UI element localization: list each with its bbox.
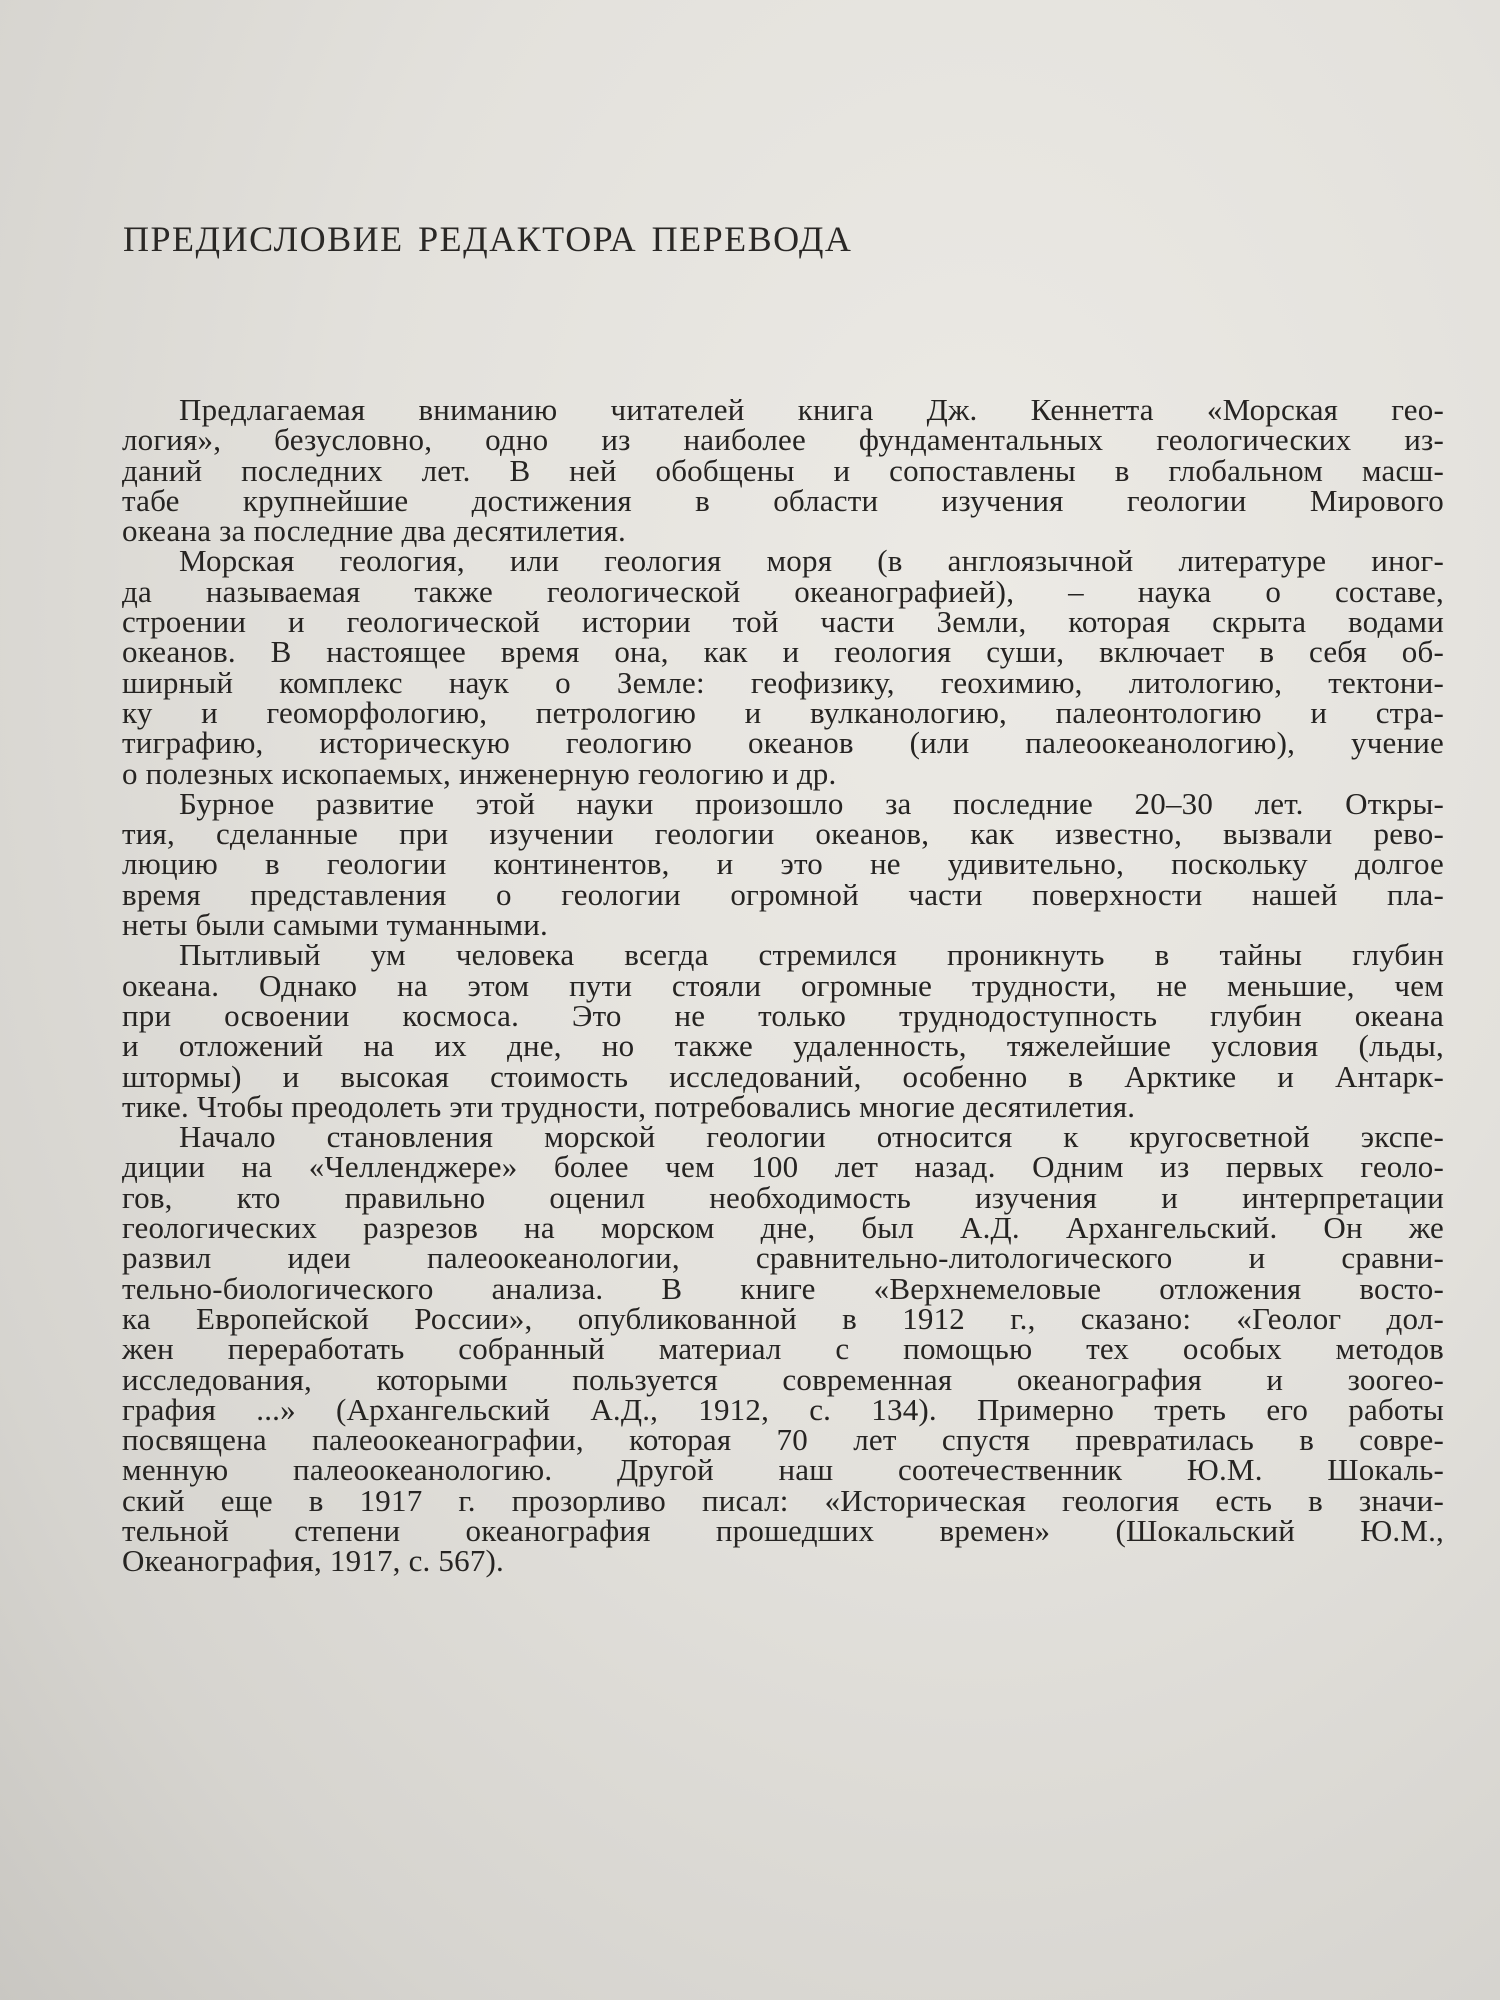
paragraph bbox=[122, 937, 1444, 1124]
text-line: ку и геоморфологию, петрологию и вулканологию, палеонтологию и стра- bbox=[122, 694, 1444, 730]
text-line: табе крупнейшие достижения в области изучения геологии Мирового bbox=[122, 482, 1444, 518]
paragraph bbox=[122, 785, 1444, 943]
text-line: тия, сделанные при изучении геологии океанов, как известно, вызвали рево- bbox=[122, 816, 1444, 852]
text-line: Бурное развитие этой науки произошло за последние 20–30 лет. Откры- bbox=[179, 785, 1444, 821]
text-line: Морская геология, или геология моря (в англоязычной литературе иног- bbox=[179, 543, 1444, 579]
text-line: ширный комплекс наук о Земле: геофизику, геохимию, литологию, тектони- bbox=[122, 664, 1444, 700]
text-line: менную палеоокеанологию. Другой наш соотечественник Ю.М. Шокаль- bbox=[122, 1452, 1444, 1488]
text-line: ский еще в 1917 г. прозорливо писал: «Историческая геология есть в значи- bbox=[122, 1482, 1444, 1518]
text-line: посвящена палеоокеанографии, которая 70 лет спустя превратилась в совре- bbox=[122, 1422, 1444, 1458]
text-line: жен переработать собранный материал с помощью тех особых методов bbox=[122, 1331, 1444, 1367]
text-line: при освоении космоса. Это не только труднодоступность глубин океана bbox=[122, 997, 1444, 1033]
text-line: штормы) и высокая стоимость исследований, особенно в Арктике и Антарк- bbox=[122, 1058, 1444, 1094]
text-line: строении и геологической истории той части Земли, которая скрыта водами bbox=[122, 604, 1444, 640]
text-line: Пытливый ум человека всегда стремился проникнуть в тайны глубин bbox=[179, 937, 1444, 973]
text-line: развил идеи палеоокеанологии, сравнительно-литологического и сравни- bbox=[122, 1240, 1444, 1276]
text-line: Океанография, 1917, с. 567). bbox=[122, 1543, 505, 1579]
text-line: Начало становления морской геологии относится к кругосветной экспе- bbox=[179, 1119, 1444, 1155]
text-line: неты были самыми туманными. bbox=[122, 907, 548, 943]
text-line: логия», безусловно, одно из наиболее фундаментальных геологических из- bbox=[122, 422, 1444, 458]
text-line: геологических разрезов на морском дне, был А.Д. Архангельский. Он же bbox=[122, 1210, 1444, 1246]
page-title: ПРЕДИСЛОВИЕ РЕДАКТОРА ПЕРЕВОДА bbox=[123, 219, 853, 259]
text-line: диции на «Челленджере» более чем 100 лет назад. Одним из первых геоло- bbox=[122, 1149, 1444, 1185]
paragraph bbox=[122, 1119, 1444, 1579]
paragraph bbox=[122, 392, 1444, 549]
text-line: тельно-биологического анализа. В книге «Верхнемеловые отложения восто- bbox=[122, 1270, 1444, 1306]
text-line: ка Европейской России», опубликованной в 1912 г., сказано: «Геолог дол- bbox=[122, 1300, 1444, 1336]
text-line: графия ...» (Архангельский А.Д., 1912, с. 134). Примерно треть его работы bbox=[122, 1391, 1444, 1427]
text-line: Предлагаемая вниманию читателей книга Дж. Кеннетта «Морская гео- bbox=[179, 392, 1444, 427]
text-line: гов, кто правильно оценил необходимость изучения и интерпретации bbox=[122, 1179, 1444, 1215]
text-line: и отложений на их дне, но также удаленность, тяжелейшие условия (льды, bbox=[122, 1028, 1444, 1064]
text-line: тике. Чтобы преодолеть эти трудности, потребовались многие десятилетия. bbox=[122, 1088, 1136, 1124]
text-line: океанов. В настоящее время она, как и геология суши, включает в себя об- bbox=[122, 634, 1444, 670]
paragraph bbox=[122, 543, 1444, 791]
text-line: исследования, которыми пользуется современная океанография и зоогео- bbox=[122, 1361, 1444, 1397]
text-line: о полезных ископаемых, инженерную геологию и др. bbox=[122, 755, 837, 791]
text-line: да называемая также геологической океанографией), – наука о составе, bbox=[122, 573, 1444, 609]
body-text bbox=[122, 392, 1444, 1579]
text-line: тиграфию, историческую геологию океанов (или палеоокеанологию), учение bbox=[122, 725, 1444, 761]
text-line: даний последних лет. В ней обобщены и сопоставлены в глобальном масш- bbox=[122, 452, 1444, 488]
text-line: океана за последние два десятилетия. bbox=[122, 513, 626, 549]
text-line: люцию в геологии континентов, и это не удивительно, поскольку долгое bbox=[122, 846, 1444, 882]
text-line: океана. Однако на этом пути стояли огромные трудности, не меньшие, чем bbox=[122, 967, 1444, 1003]
text-line: тельной степени океанография прошедших времен» (Шокальский Ю.М., bbox=[122, 1512, 1444, 1548]
text-line: время представления о геологии огромной части поверхности нашей пла- bbox=[122, 876, 1444, 912]
